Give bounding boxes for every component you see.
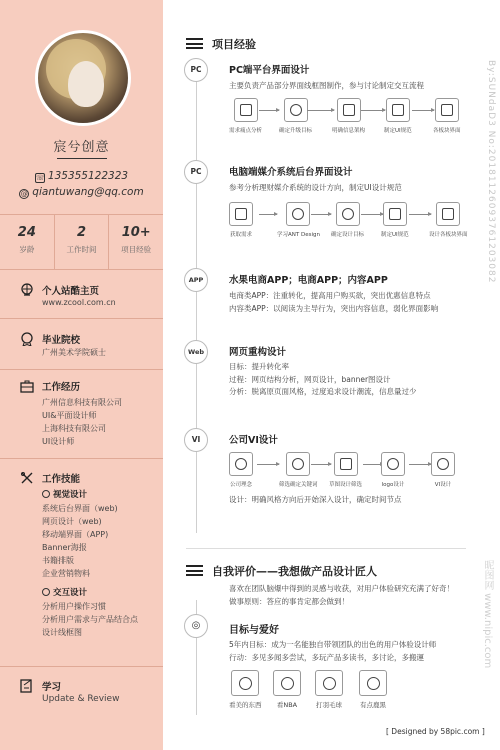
project-flow [229, 452, 464, 492]
arrow-icon [259, 110, 279, 111]
learn-value: Update & Review [42, 694, 120, 704]
stat-age [0, 215, 55, 269]
visual-design-label: 视觉设计 [53, 490, 88, 500]
basketball-icon [273, 670, 301, 696]
skill-item: 书籍排版 [42, 556, 74, 565]
tools-icon [20, 471, 34, 485]
flow-step: VI设计 [431, 452, 455, 488]
skill-item: 设计线框图 [42, 628, 82, 637]
phone-number: 135355122323 [47, 170, 129, 182]
project-title: 电脑端媒介系统后台界面设计 [229, 167, 353, 178]
project-title: 网页重构设计 [229, 347, 287, 358]
email-address: qiantuwang@qq.com [32, 186, 144, 198]
school-title: 毕业院校 [42, 335, 81, 346]
project-title: PC端平台界面设计 [229, 65, 310, 76]
arrow-icon [409, 214, 431, 215]
flow-step: 制定UI规范 [381, 202, 409, 238]
stat-projects [109, 215, 163, 269]
watermark-site: 昵图网 www.nipic.com [482, 560, 493, 669]
section-school [0, 332, 163, 370]
skill-item: 系统后台界面（web) [42, 504, 118, 513]
project-text: 主要负责产品部分界面线框图制作，参与讨论制定交互流程 [229, 81, 424, 90]
watermark: By:SUNdaD3 No:20181126093761203082 [486, 60, 496, 284]
skill-item: 移动端界面（APP) [42, 530, 109, 539]
arrow-icon [311, 464, 331, 465]
arrow-icon [361, 110, 385, 111]
skill-item: 网页设计（web) [42, 517, 102, 526]
shuttlecock-icon [315, 670, 343, 696]
project-flow [229, 202, 468, 244]
project-text-line: 过程：网页结构分析，网页设计，banner图设计 [229, 374, 391, 384]
work-list [42, 396, 122, 448]
project-title: 公司VI设计 [229, 435, 278, 446]
avatar-face [68, 61, 104, 107]
profile-name: 宸兮创意 [53, 140, 110, 155]
self-eval-text [229, 583, 454, 608]
avatar [35, 30, 131, 126]
stat-label: 工作时间 [66, 245, 97, 254]
section-skills [0, 471, 163, 667]
arrow-icon [409, 464, 431, 465]
arrow-icon [259, 214, 277, 215]
skills-title: 工作技能 [42, 474, 81, 485]
skill-item: 企业营销物料 [42, 569, 90, 578]
work-item: 上海科技有限公司 [42, 424, 106, 433]
stat-label: 岁龄 [19, 245, 35, 254]
hobbies [229, 670, 469, 720]
circle-icon [42, 588, 50, 596]
hobby-item: 打羽毛球 [315, 670, 343, 709]
stat-label: 项目经验 [121, 245, 152, 254]
project-badge-pc: PC [184, 58, 208, 82]
email-row [0, 186, 163, 199]
stat-value: 2 [76, 225, 87, 240]
flow-step: 学习ANT Design [277, 202, 320, 238]
flow-step: 公司理念 [229, 452, 253, 488]
skills-list [42, 489, 138, 639]
goals-line: 行动：多见多闻多尝试，多玩产品多读书，多讨论，多搬運 [229, 652, 424, 662]
section-homepage [0, 283, 163, 319]
self-eval-title: 自我评价——我想做产品设计匠人 [212, 565, 377, 578]
face-icon [359, 670, 387, 696]
flow-step: 草图设计筛选 [329, 452, 362, 488]
flow-step: 设计各板块界面 [429, 202, 468, 238]
circle-icon [42, 490, 50, 498]
flow-step: 确定设计目标 [331, 202, 364, 238]
menu-icon [186, 565, 203, 576]
project-text: 参考分析理财媒介系统的设计方向，制定UI设计规范 [229, 183, 402, 192]
arrow-icon [412, 110, 434, 111]
pencil-note-icon [20, 679, 34, 693]
hobby-item: 看NBA [273, 670, 301, 709]
project-text-line: 电商类APP：注重转化，提高用户购买欲，突出优惠信息特点 [229, 291, 431, 300]
phone-icon: ☏ [35, 174, 45, 182]
section-work [0, 379, 163, 459]
flow-step: 筛选确定关键词 [279, 452, 318, 488]
arrow-icon [311, 214, 331, 215]
school-value: 广州美术学院硕士 [42, 348, 106, 357]
interaction-design-label: 交互设计 [53, 588, 88, 598]
phone-row [0, 170, 163, 183]
work-item: UI&平面设计师 [42, 411, 97, 420]
homepage-title: 个人站酷主页 [42, 286, 100, 297]
goals-text [229, 639, 436, 664]
target-icon: ◎ [184, 614, 208, 638]
homepage-url[interactable]: www.zcool.com.cn [42, 298, 116, 307]
project-text [229, 361, 417, 399]
interaction-design-heading [42, 587, 138, 600]
project-badge-pc: PC [184, 160, 208, 184]
arrow-icon [307, 110, 334, 111]
project-text-line: 目标：提升转化率 [229, 362, 289, 371]
project-badge-app: APP [184, 268, 208, 292]
arrow-icon [363, 464, 383, 465]
stats-bar [0, 214, 163, 270]
flow-step: 需求痛点分析 [229, 98, 262, 134]
skill-item: 分析用户需求与产品结合点 [42, 615, 138, 624]
project-title: 水果电商APP；电商APP；内容APP [229, 275, 388, 286]
arrow-icon [257, 464, 279, 465]
stat-work-time [55, 215, 110, 269]
self-eval-line: 做事原则：答应的事肯定都会做到！ [229, 596, 349, 606]
flow-step: logo设计 [381, 452, 405, 488]
project-badge-vi: VI [184, 428, 208, 452]
stat-value: 24 [17, 225, 36, 240]
stat-value: 10+ [121, 225, 151, 240]
project-text-line: 内容类APP：以阅读为主导行为，突出内容信息，弱化界面影响 [229, 303, 439, 313]
designed-by: [ Designed by 58pic.com ] [386, 727, 485, 736]
timeline-line [196, 68, 197, 533]
flow-step: 确定升级目标 [279, 98, 312, 134]
learn-title: 学习 [42, 682, 62, 693]
arrow-icon [361, 214, 383, 215]
skill-item: 分析用户操作习惯 [42, 602, 106, 611]
work-item: UI设计师 [42, 437, 75, 446]
project-badge-web: Web [184, 340, 208, 364]
goals-line: 5年内目标：成为一名能独自带领团队的出色的用户体验设计师 [229, 640, 437, 649]
skill-item: Banner海报 [42, 543, 87, 552]
globe-pin-icon [20, 283, 34, 297]
self-eval-line: 喜欢在团队脑爆中得到的灵感与收获，对用户体验研究充满了好奇！ [229, 584, 454, 593]
experience-title: 项目经验 [212, 38, 256, 51]
camera-icon [231, 670, 259, 696]
project-flow [229, 98, 464, 138]
sidebar [0, 0, 163, 750]
project-text: 设计：明确风格方向后开始深入设计，确定时间节点 [229, 495, 402, 504]
goals-title: 目标与爱好 [229, 625, 279, 636]
flow-step: 制定UI规范 [384, 98, 412, 134]
section-learn [0, 679, 163, 719]
name-underline [57, 158, 107, 159]
hobby-item: 看美的东西 [229, 670, 262, 709]
work-item: 广州信息科技有限公司 [42, 398, 122, 407]
work-title: 工作经历 [42, 382, 81, 393]
project-text [229, 290, 438, 315]
flow-step: 明确信息架构 [332, 98, 365, 134]
email-icon: @ [20, 190, 28, 198]
flow-step: 获取需求 [229, 202, 253, 238]
section-divider [186, 548, 466, 549]
visual-design-heading [42, 489, 138, 502]
menu-icon [186, 38, 203, 49]
project-text-line: 分析：脱离原页面风格，过度追求设计潮流，信息量过少 [229, 387, 417, 396]
briefcase-icon [20, 379, 34, 393]
badge-icon [20, 332, 34, 346]
hobby-item: 有点鹿黑 [359, 670, 387, 709]
flow-step: 各板块界面 [433, 98, 461, 134]
